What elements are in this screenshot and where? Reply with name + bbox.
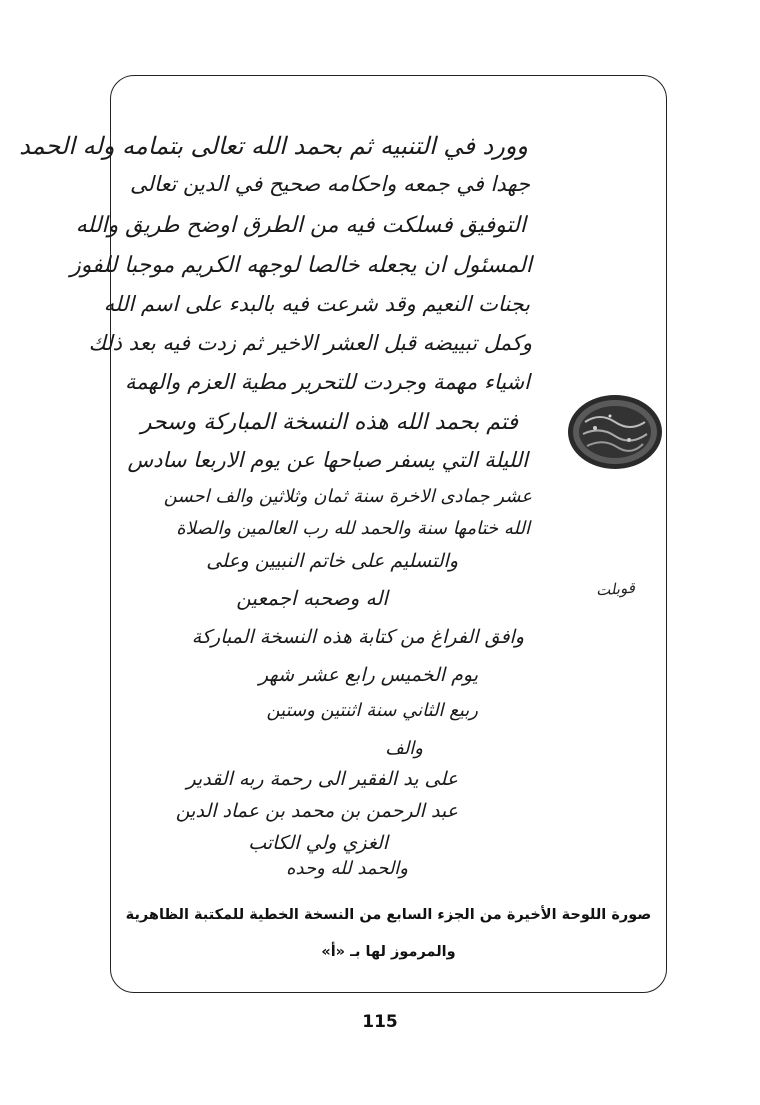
- manuscript-line: بجنات النعيم وقد شرعت فيه بالبدء على اسم الله: [103, 292, 530, 316]
- manuscript-line: والحمد لله وحده: [286, 858, 408, 879]
- manuscript-line: اشياء مهمة وجردت للتحرير مطية العزم والهمة: [125, 370, 530, 394]
- page-number: 115: [362, 1012, 398, 1032]
- manuscript-line: اله وصحبه اجمعين: [236, 586, 388, 610]
- manuscript-line: يوم الخميس رابع عشر شهر: [258, 664, 478, 686]
- manuscript-line: وورد في التنبيه ثم بحمد الله تعالى بتمامه وله الحمد: [19, 132, 528, 160]
- manuscript-line: والف: [385, 738, 423, 759]
- caption-line-1: صورة اللوحة الأخيرة من الجزء السابع من النسخة الخطية للمكتبة الظاهرية: [125, 907, 652, 923]
- manuscript-image: [19, 120, 538, 879]
- manuscript-line: جهدا في جمعه واحكامه صحيح في الدين تعالى: [130, 172, 530, 196]
- manuscript-line: عشر جمادى الاخرة سنة ثمان وثلاثين والف احسن: [163, 486, 532, 507]
- ownership-seal: [565, 392, 665, 472]
- manuscript-line: المسئول ان يجعله خالصا لوجهه الكريم موجبا للفوز: [70, 253, 532, 278]
- margin-note: قوبلت: [595, 578, 636, 600]
- manuscript-line: على يد الفقير الى رحمة ربه القدير: [186, 768, 458, 790]
- manuscript-line: الغزي ولي الكاتب: [248, 832, 388, 854]
- manuscript-line: التوفيق فسلكت فيه من الطرق اوضح طريق والله: [75, 213, 526, 238]
- manuscript-line: الله ختامها سنة والحمد لله رب العالمين والصلاة: [176, 518, 530, 539]
- manuscript-line: والتسليم على خاتم النبيين وعلى: [206, 550, 458, 572]
- manuscript-line: وكمل تبييضه قبل العشر الاخير ثم زدت فيه بعد ذلك: [88, 331, 532, 355]
- manuscript-line: فتم بحمد الله هذه النسخة المباركة وسحر: [140, 410, 518, 435]
- caption-line-2: والمرموز لها بـ «أ»: [321, 944, 456, 960]
- manuscript-line: عبد الرحمن بن محمد بن عماد الدين: [175, 800, 458, 822]
- manuscript-line: وافق الفراغ من كتابة هذه النسخة المباركة: [191, 626, 524, 648]
- manuscript-line: ربيع الثاني سنة اثنتين وستين: [266, 700, 478, 721]
- manuscript-line: الليلة التي يسفر صباحها عن يوم الاربعا سادس: [127, 448, 528, 472]
